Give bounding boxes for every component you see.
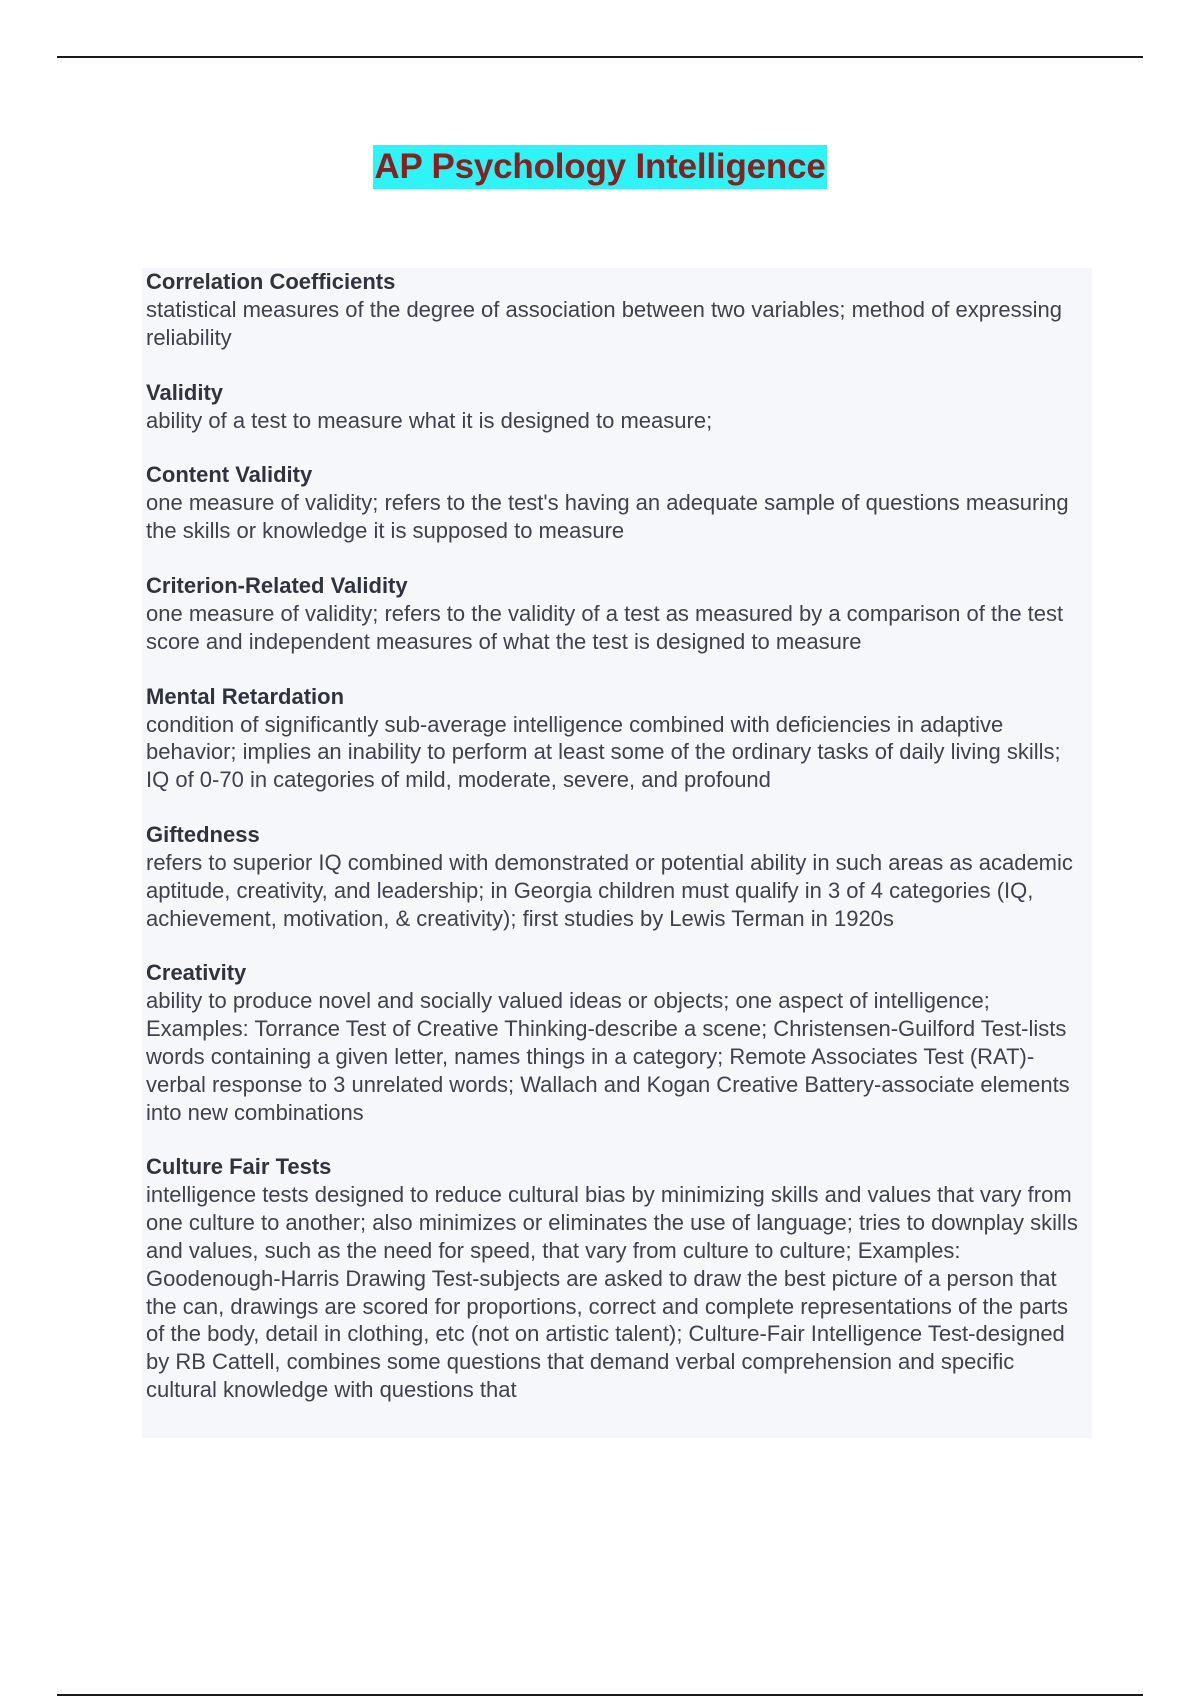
term-definition: ability of a test to measure what it is designed to measure; <box>146 407 713 433</box>
term-definition: one measure of validity; refers to the validity of a test as measured by a comparison of the test score and independent measures of what the test is designed to measure <box>146 600 1064 654</box>
term-entry <box>146 683 1092 794</box>
term-definition: ability to produce novel and socially valued ideas or objects; one aspect of intelligence; Examples: Torrance Test of Creative Thinking-describe a scene; Christensen-Guilford Test-lists words containing a given letter, names things in a category; Remote Associates Test (RAT)-verbal response to 3 unrelated words; Wallach and Kogan Creative Battery-associate elements into new combinations <box>146 988 1070 1125</box>
term-definition: refers to superior IQ combined with demonstrated or potential ability in such areas as academic aptitude, creativity, and leadership; in Georgia children must qualify in 3 of 4 categories (IQ, achievement, motivation, & creativity); first studies by Lewis Terman in 1920s <box>146 849 1073 931</box>
term-definition: condition of significantly sub-average intelligence combined with deficiencies in adaptive behavior; implies an inability to perform at least some of the ordinary tasks of daily living skills; IQ of 0-70 in categories of mild, moderate, severe, and profound <box>146 711 1061 793</box>
term-heading: Criterion-Related Validity <box>146 572 408 598</box>
term-entry <box>146 268 1092 352</box>
term-heading: Giftedness <box>146 821 260 847</box>
term-entry <box>146 379 1092 435</box>
bottom-rule <box>57 1694 1143 1696</box>
title-container <box>0 145 1200 189</box>
term-entry <box>146 1153 1092 1403</box>
term-definition: statistical measures of the degree of association between two variables; method of expressing reliability <box>146 297 1062 350</box>
page-title: AP Psychology Intelligence <box>373 145 826 189</box>
term-heading: Culture Fair Tests <box>146 1154 332 1180</box>
term-entry <box>146 821 1092 932</box>
term-heading: Correlation Coefficients <box>146 269 396 294</box>
term-entry <box>146 461 1092 545</box>
term-heading: Content Validity <box>146 462 313 488</box>
term-heading: Mental Retardation <box>146 683 345 709</box>
top-rule <box>57 56 1143 58</box>
term-definition: intelligence tests designed to reduce cultural bias by minimizing skills and values that vary from one culture to another; also minimizes or eliminates the use of language; tries to downplay skills and values, such as the need for speed, that vary from culture to culture; Examples: Goodenough-Harris Drawing Test-subjects are asked to draw the best picture of a person that the can, drawings are scored for proportions, correct and complete representations of the parts of the body, detail in clothing, etc (not on artistic talent); Culture-Fair Intelligence Test-designed by RB Cattell, combines some questions that demand verbal comprehension and specific cultural knowledge with questions that <box>146 1182 1078 1402</box>
term-definition: one measure of validity; refers to the test's having an adequate sample of questions measuring the skills or knowledge it is supposed to measure <box>146 490 1069 544</box>
term-heading: Validity <box>146 379 224 405</box>
term-entry <box>146 959 1092 1126</box>
flashcard-list <box>142 268 1092 1438</box>
term-heading: Creativity <box>146 960 247 986</box>
term-entry <box>146 572 1092 656</box>
